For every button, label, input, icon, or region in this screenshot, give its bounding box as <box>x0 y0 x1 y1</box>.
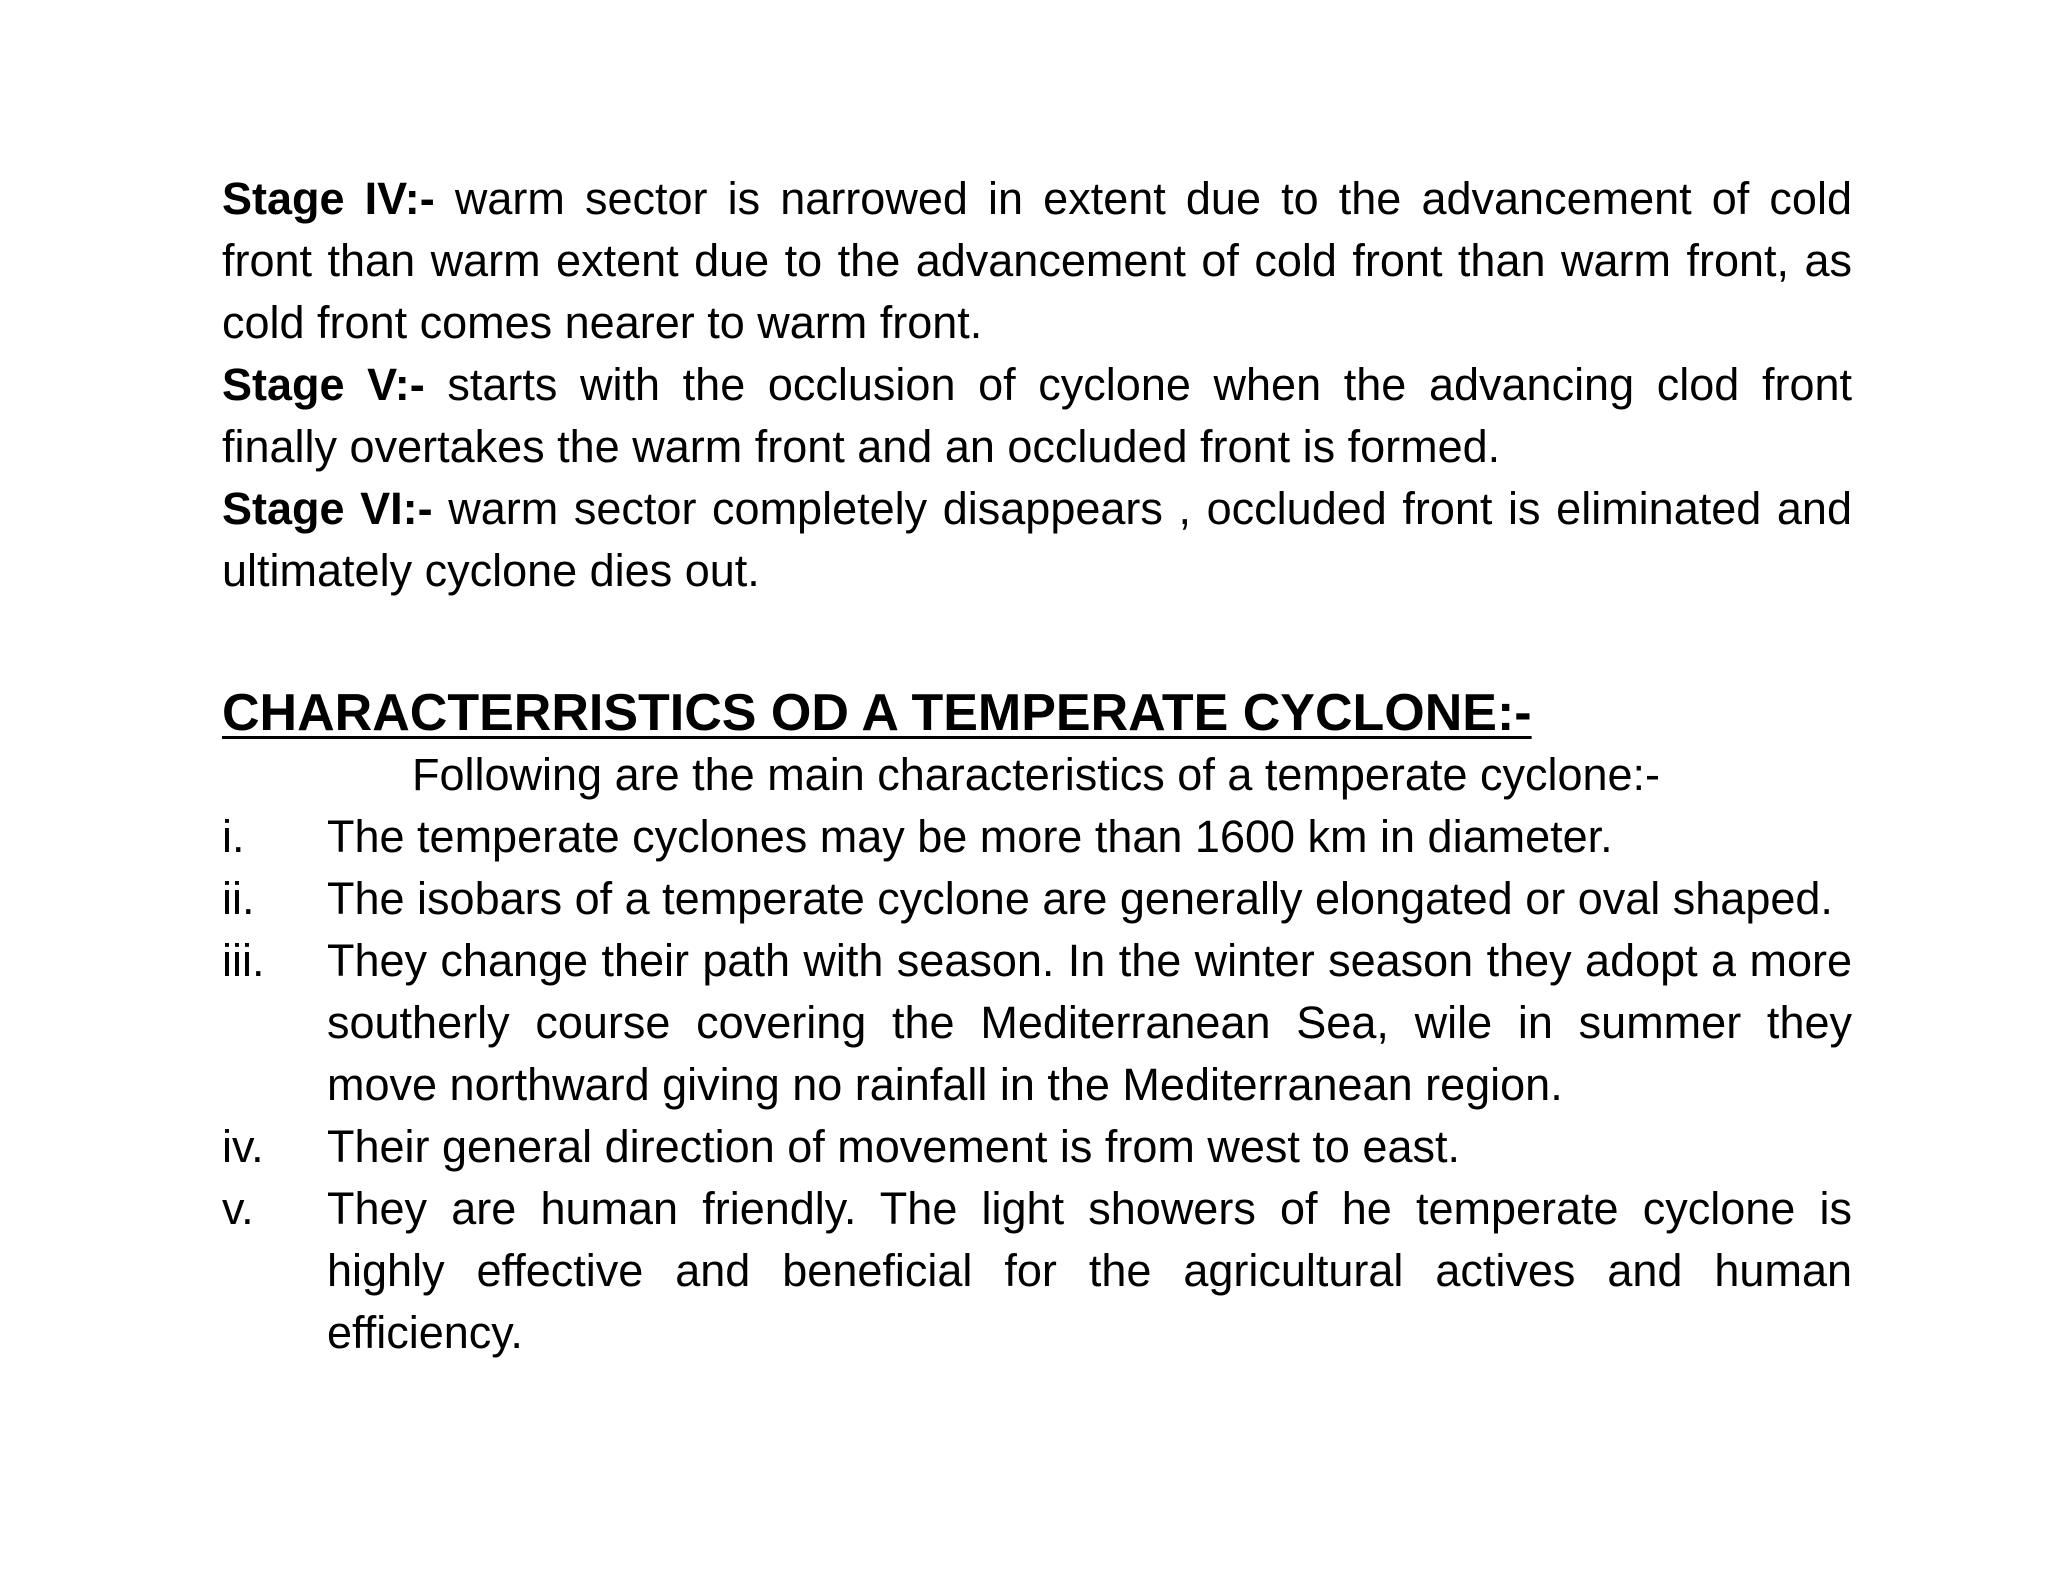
stage-4-paragraph <box>222 168 1852 354</box>
list-item-text: They are human friendly. The light showers of he temperate cyclone is highly effective and beneficial for the agricultural actives and human efficiency. <box>327 1183 1852 1358</box>
list-item <box>222 930 1852 1116</box>
stage-4-text: warm sector is narrowed in extent due to the advancement of cold front than warm extent due to the advancement of cold front than warm front, as cold front comes nearer to warm front. <box>222 173 1852 348</box>
list-item-number: i. <box>222 811 245 862</box>
document-page <box>222 168 1852 1364</box>
list-item-text: Their general direction of movement is from west to east. <box>327 1121 1460 1172</box>
list-item-text: They change their path with season. In the winter season they adopt a more southerly course covering the Mediterranean Sea, wile in summer they move northward giving no rainfall in the Mediterranean region. <box>327 935 1852 1110</box>
list-item-text: The isobars of a temperate cyclone are generally elongated or oval shaped. <box>327 873 1833 924</box>
stage-6-text: warm sector completely disappears , occluded front is eliminated and ultimately cyclone dies out. <box>222 483 1852 596</box>
section-heading: CHARACTERRISTICS OD A TEMPERATE CYCLONE:- <box>222 684 1532 742</box>
stage-6-paragraph <box>222 478 1852 602</box>
list-item-number: v. <box>222 1183 254 1234</box>
intro-text: Following are the main characteristics of a temperate cyclone:- <box>412 749 1661 800</box>
list-item-number: iv. <box>222 1121 264 1172</box>
stage-4-label: Stage IV:- <box>222 173 435 224</box>
characteristics-list <box>222 806 1852 1364</box>
list-item <box>222 868 1852 930</box>
stage-5-text: starts with the occlusion of cyclone when the advancing clod front finally overtakes the warm front and an occluded front is formed. <box>222 359 1853 472</box>
list-item-text: The temperate cyclones may be more than 1600 km in diameter. <box>327 811 1613 862</box>
stage-5-label: Stage V:- <box>222 359 425 410</box>
list-item <box>222 1178 1852 1364</box>
list-item <box>222 1116 1852 1178</box>
stage-6-label: Stage VI:- <box>222 483 433 534</box>
list-item-number: ii. <box>222 873 255 924</box>
list-item <box>222 806 1852 868</box>
list-item-number: iii. <box>222 935 265 986</box>
stage-5-paragraph <box>222 354 1852 478</box>
